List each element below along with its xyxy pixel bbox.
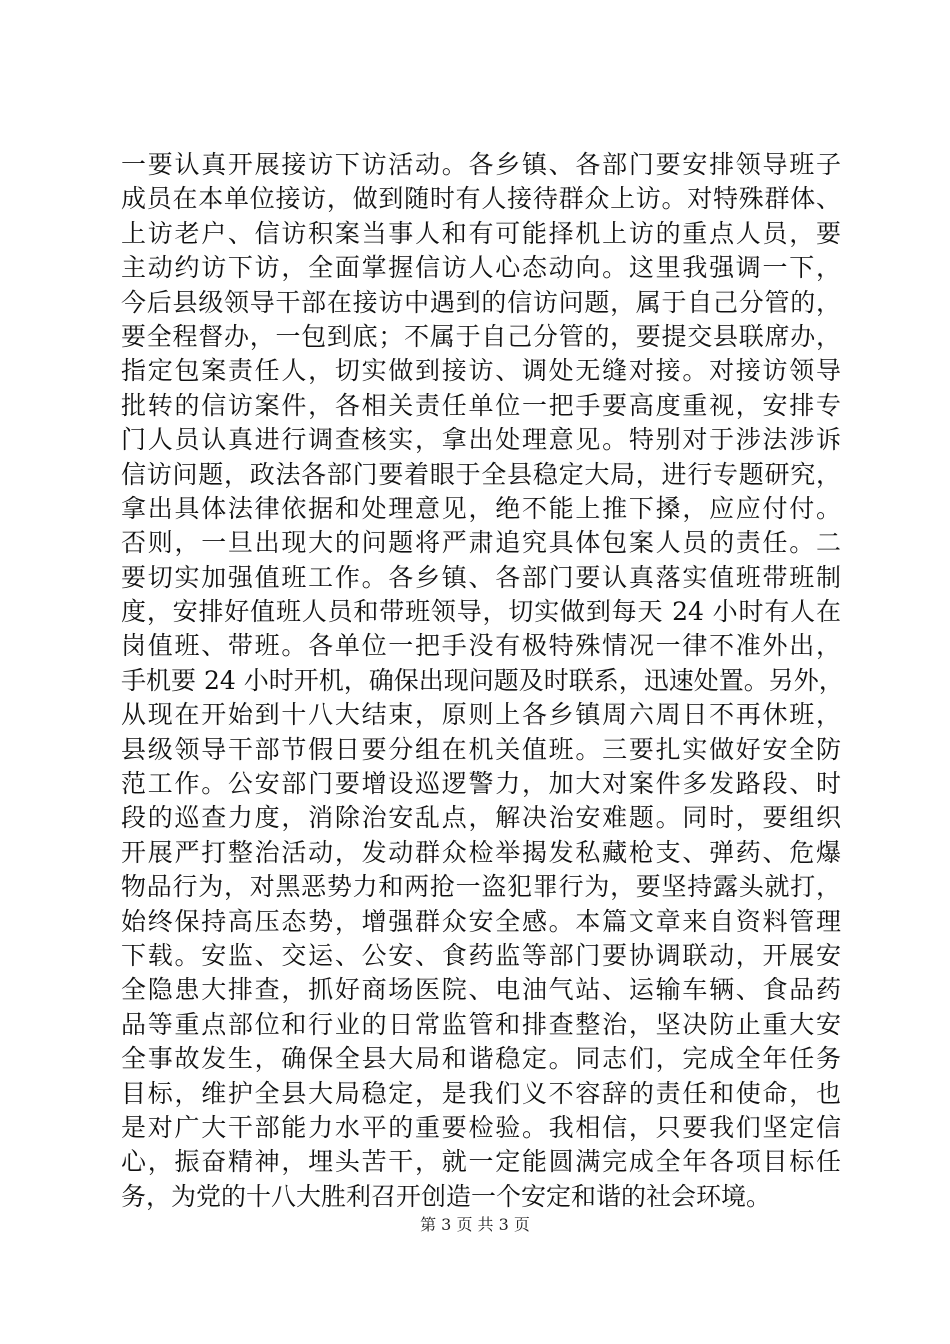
page-number-footer: 第 3 页 共 3 页 [420, 1215, 530, 1234]
text-line: 全事故发生，确保全县大局和谐稳定。同志们，完成全年任务 [121, 1044, 841, 1074]
text-line: 信访问题，政法各部门要着眼于全县稳定大局，进行专题研究， [121, 459, 841, 489]
text-line: 下载。安监、交运、公安、食药监等部门要协调联动，开展安 [121, 940, 841, 970]
text-line: 门人员认真进行调查核实，拿出处理意见。特别对于涉法涉诉 [121, 425, 841, 455]
text-line: 开展严打整治活动，发动群众检举揭发私藏枪支、弹药、危爆 [121, 837, 841, 867]
text-line: 目标，维护全县大局稳定，是我们义不容辞的责任和使命，也 [121, 1078, 841, 1108]
text-line: 成员在本单位接访，做到随时有人接待群众上访。对特殊群体、 [121, 184, 841, 214]
text-line: 是对广大干部能力水平的重要检验。我相信，只要我们坚定信 [121, 1112, 841, 1142]
text-line: 始终保持高压态势，增强群众安全感。本篇文章来自资料管理 [121, 906, 841, 936]
text-line: 今后县级领导干部在接访中遇到的信访问题，属于自己分管的， [121, 287, 841, 317]
text-line: 手机要 24 小时开机，确保出现问题及时联系，迅速处置。另外， [121, 665, 844, 695]
text-line: 品等重点部位和行业的日常监管和排查整治，坚决防止重大安 [121, 1009, 841, 1039]
text-line: 范工作。公安部门要增设巡逻警力，加大对案件多发路段、时 [121, 769, 841, 799]
text-line: 从现在开始到十八大结束，原则上各乡镇周六周日不再休班， [121, 700, 841, 730]
body-text [121, 148, 844, 1214]
text-line: 上访老户、信访积案当事人和有可能择机上访的重点人员，要 [121, 218, 841, 248]
text-line: 务，为党的十八大胜利召开创造一个安定和谐的社会环境。 [121, 1181, 772, 1211]
text-line: 主动约访下访，全面掌握信访人心态动向。这里我强调一下， [121, 253, 841, 283]
text-line: 段的巡查力度，消除治安乱点，解决治安难题。同时，要组织 [121, 803, 841, 833]
text-line: 岗值班、带班。各单位一把手没有极特殊情况一律不准外出， [121, 631, 841, 661]
text-line: 拿出具体法律依据和处理意见，绝不能上推下搡，应应付付。 [121, 493, 841, 523]
text-line: 度，安排好值班人员和带班领导，切实做到每天 24 小时有人在 [121, 597, 841, 627]
text-line: 心，振奋精神，埋头苦干，就一定能圆满完成全年各项目标任 [121, 1147, 841, 1177]
text-line: 批转的信访案件，各相关责任单位一把手要高度重视，安排专 [121, 390, 841, 420]
text-line: 要切实加强值班工作。各乡镇、各部门要认真落实值班带班制 [121, 562, 841, 592]
text-line: 要全程督办，一包到底；不属于自己分管的，要提交县联席办， [121, 321, 841, 351]
text-line: 全隐患大排查，抓好商场医院、电油气站、运输车辆、食品药 [121, 975, 841, 1005]
text-line: 一要认真开展接访下访活动。各乡镇、各部门要安排领导班子 [121, 150, 841, 179]
text-line: 否则，一旦出现大的问题将严肃追究具体包案人员的责任。二 [121, 528, 841, 558]
text-line: 指定包案责任人，切实做到接访、调处无缝对接。对接访领导 [121, 356, 841, 386]
text-line: 物品行为，对黑恶势力和两抢一盗犯罪行为，要坚持露头就打， [121, 872, 841, 902]
text-line: 县级领导干部节假日要分组在机关值班。三要扎实做好安全防 [121, 734, 841, 764]
